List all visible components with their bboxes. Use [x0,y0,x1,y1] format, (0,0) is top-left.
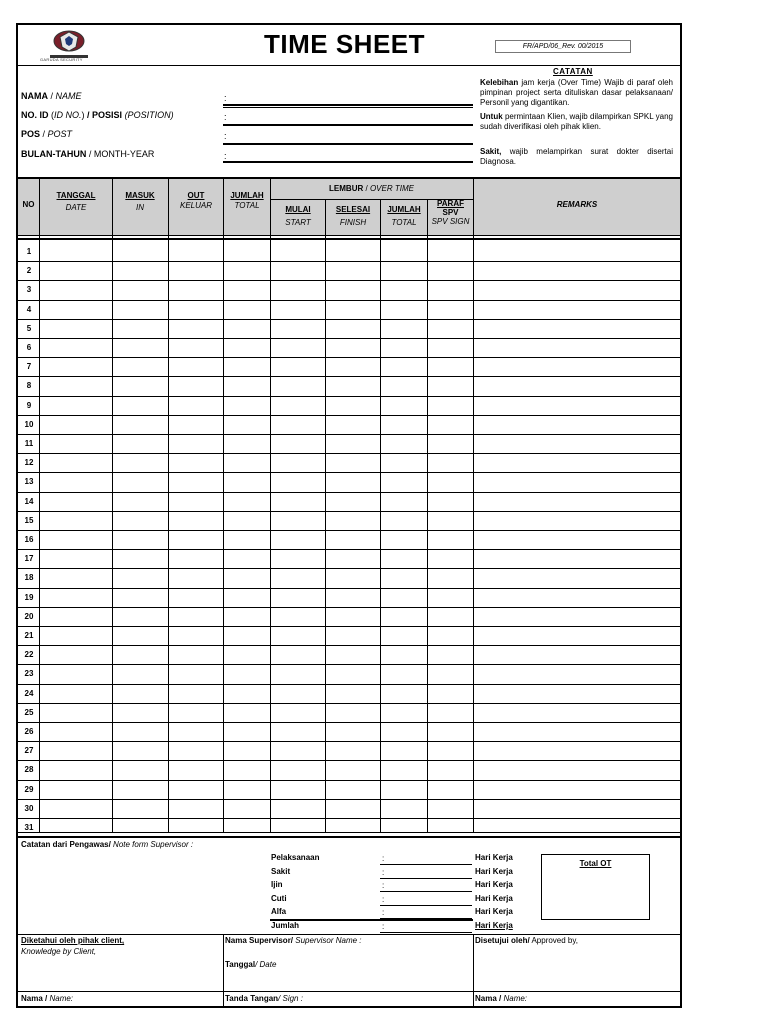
page-title: TIME SHEET [264,29,426,59]
field-post-colon: : [224,131,227,141]
table-row[interactable] [18,722,680,723]
row-number: 22 [24,650,34,660]
row-number: 24 [24,688,34,698]
row-number: 20 [24,611,34,621]
table-row[interactable] [18,376,680,377]
row-number: 18 [24,573,34,583]
approver-name-label: Nama / Name: [475,994,528,1003]
summary-item-input-line[interactable] [380,878,472,879]
summary-item-label: Ijin [271,880,283,890]
field-month-colon: : [224,151,227,161]
summary-item-colon: : [382,854,385,863]
table-row[interactable] [18,780,680,781]
table-row[interactable] [18,607,680,608]
summary-item-input-line[interactable] [380,891,472,892]
summary-item-label: Jumlah [271,921,300,930]
supervisor-name-label: Nama Supervisor/ Supervisor Name : [225,936,362,945]
total-ot-label: Total OT [579,859,612,868]
footer-date-label: Tanggal/ Date [225,960,277,969]
row-number: 13 [24,477,34,487]
summary-item-unit: Hari Kerja [475,880,513,890]
row-number: 6 [26,343,32,352]
summary-item-input-line[interactable] [380,864,472,865]
table-row[interactable] [18,741,680,742]
id-input-line[interactable] [223,124,473,126]
name-input-line[interactable] [223,104,473,106]
row-number: 9 [26,400,32,410]
table-row[interactable] [18,818,680,819]
post-input-line[interactable] [223,143,473,145]
table-row[interactable] [18,799,680,800]
summary-item-unit: Hari Kerja [475,893,513,903]
table-row[interactable] [18,396,680,397]
time-sheet-form [16,23,682,1008]
row-number: 29 [24,784,34,794]
table-row[interactable] [18,664,680,665]
field-name-colon: : [224,93,227,103]
row-number: 21 [24,631,34,640]
catatan-title: CATATAN [553,67,593,76]
table-row[interactable] [18,588,680,589]
summary-item-colon: : [382,894,385,904]
catatan-note-3: Sakit, wajib melampirkan surat dokter disertai Diagnosa. [480,147,673,166]
row-number: 1 [26,247,32,256]
table-row[interactable] [18,530,680,531]
summary-item-unit: Hari Kerja [475,853,513,862]
month-year-input-line[interactable] [223,161,473,163]
client-knowledge-label: Diketahui oleh pihak client, Knowledge by Client, [21,936,125,956]
table-row[interactable] [18,626,680,627]
supervisor-note-label: Catatan dari Pengawas/ Note form Supervisor : [21,840,194,849]
table-row[interactable] [18,568,680,569]
summary-item-colon: : [382,922,385,931]
approved-by-label: Disetujui oleh/ Approved by, [475,936,578,945]
row-number: 26 [24,727,34,736]
col-remarks-header: REMARKS [556,200,598,209]
row-number: 11 [24,439,34,448]
table-row[interactable] [18,280,680,281]
catatan-note-1: Kelebihan jam kerja (Over Time) Wajib di paraf oleh pimpinan project serta dituliskan dasar pelaksanaan/ Personil yang digantikan. [480,78,673,107]
row-number: 15 [24,515,34,525]
summary-item-colon: : [382,908,385,918]
row-number: 10 [24,419,34,429]
row-number: 23 [24,669,34,679]
catatan-note-2: Untuk permintaan Klien, wajib dilampirkan SPKL yang sudah diverifikasi oleh pihak klien. [480,112,673,131]
row-number: 14 [24,496,34,506]
row-number: 30 [24,803,34,813]
field-id-label: NO. ID (ID NO.) / POSISI (POSITION) [21,110,174,120]
col-no-header: NO [22,200,35,209]
row-number: 5 [26,323,32,333]
summary-item-label: Cuti [271,893,287,903]
col-in-header: MASUK IN [125,191,155,212]
summary-item-label: Sakit [271,866,291,876]
summary-item-label: Pelaksanaan [271,853,320,862]
col-overtime-header: LEMBUR / OVER TIME [329,184,414,193]
logo-caption: GARUDA SECURITY [40,57,83,62]
total-ot-box[interactable] [541,854,650,920]
row-number: 28 [24,765,34,775]
field-id-colon: : [224,112,227,122]
signature-label: Tanda Tangan/ Sign : [225,994,303,1003]
table-row[interactable] [18,645,680,646]
table-row[interactable] [18,415,680,416]
field-month-year-label: BULAN-TAHUN / MONTH-YEAR [21,149,155,159]
table-row[interactable] [18,549,680,550]
col-ot-finish-header: SELESAI FINISH [335,205,371,227]
row-number: 7 [26,362,32,372]
table-row[interactable] [18,357,680,358]
table-row[interactable] [18,261,680,262]
table-row[interactable] [18,703,680,704]
client-name-label: Nama / Name: [21,994,74,1003]
table-row[interactable] [18,760,680,761]
table-row[interactable] [18,492,680,493]
col-ot-total-header: JUMLAH TOTAL [387,205,421,227]
table-row[interactable] [18,434,680,435]
table-row[interactable] [18,511,680,512]
col-ot-start-header: MULAI START [285,205,311,227]
summary-item-unit: Hari Kerja [475,921,513,930]
summary-item-colon: : [382,867,385,877]
field-name-label: NAMA / NAME [21,91,82,101]
row-number: 31 [24,823,34,832]
row-number: 12 [24,458,34,468]
col-total-header: JUMLAH TOTAL [230,191,264,210]
col-date-header: TANGGAL DATE [56,191,96,212]
col-out-header: OUT KELUAR [179,191,212,210]
row-number: 25 [24,707,34,717]
row-number: 8 [26,381,32,391]
table-row[interactable] [18,684,680,685]
row-number: 2 [26,266,32,276]
table-row[interactable] [18,319,680,320]
summary-item-unit: Hari Kerja [475,866,513,876]
col-spv-sign-header: PARAF SPV SPV SIGN [431,199,470,226]
row-number: 4 [26,304,32,314]
row-number: 27 [24,746,34,756]
summary-item-input-line[interactable] [380,905,472,906]
table-row[interactable] [18,338,680,339]
table-row[interactable] [18,453,680,454]
summary-item-input-line[interactable] [380,932,472,933]
row-number: 19 [24,592,34,602]
row-number: 17 [24,554,34,564]
summary-item-unit: Hari Kerja [475,907,513,917]
row-number: 16 [24,535,34,544]
row-number: 3 [26,285,32,295]
table-row[interactable] [18,300,680,301]
summary-item-colon: : [382,881,385,891]
form-code: FR/APD/06_Rev. 00/2015 [495,40,631,53]
field-post-label: POS / POST [21,129,73,139]
table-row[interactable] [18,472,680,473]
summary-item-label: Alfa [271,907,287,917]
